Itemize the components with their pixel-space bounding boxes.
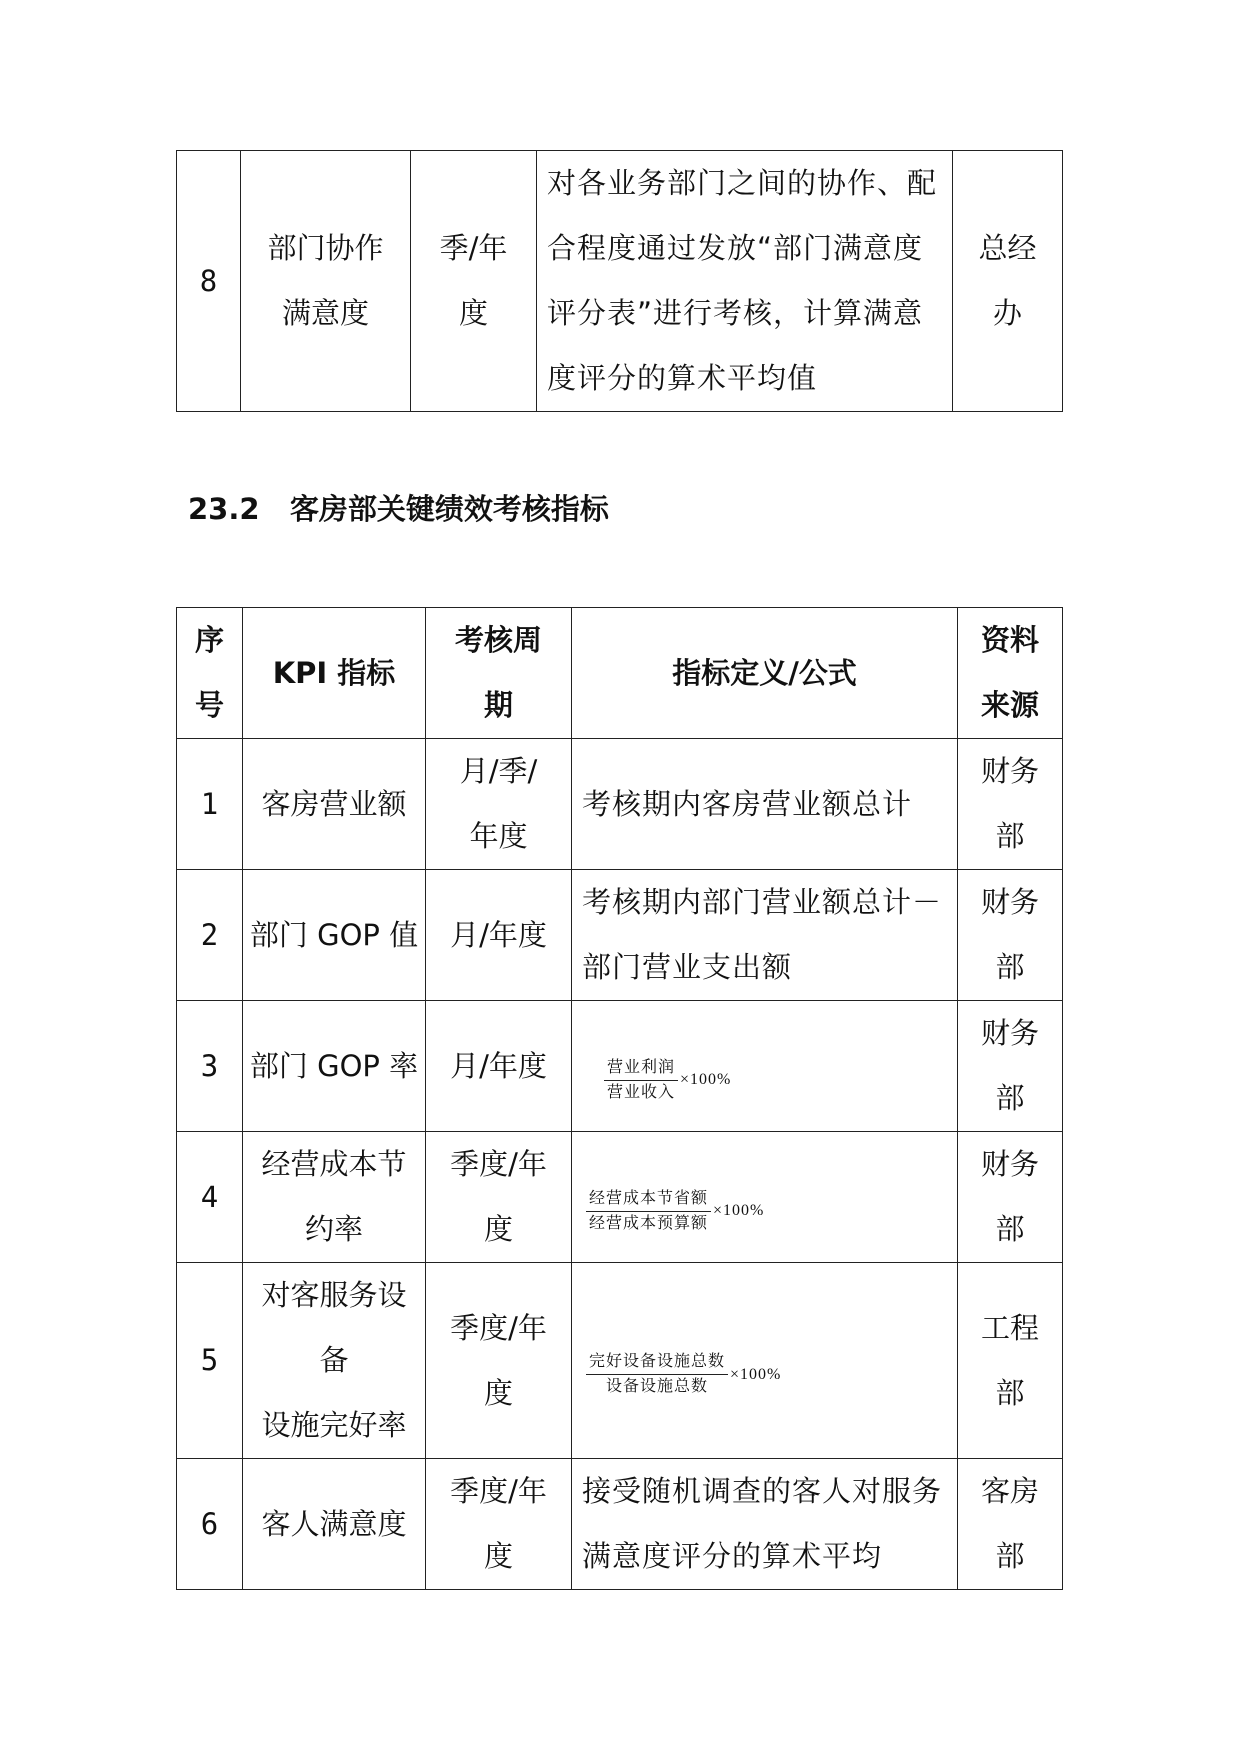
source-line: 财务: [980, 754, 1039, 788]
formula-numerator: 经营成本节省额: [586, 1189, 711, 1212]
header-definition: 指标定义/公式: [572, 608, 958, 739]
cycle-line: 度: [483, 1375, 513, 1410]
source-line: 部: [995, 1375, 1025, 1410]
kpi-name: [243, 1263, 426, 1459]
assessment-cycle: [426, 1263, 572, 1459]
cycle-line: 度: [483, 1539, 513, 1573]
formula: [586, 1352, 781, 1397]
kpi-name: [243, 1132, 426, 1263]
source-line: 财务: [980, 1147, 1039, 1181]
kpi-name-line: 备: [319, 1343, 349, 1377]
assessment-cycle: [426, 739, 572, 870]
kpi-definition: 考核期内客房营业额总计: [572, 739, 958, 870]
row-number: 6: [177, 1459, 243, 1590]
header-text: 号: [194, 688, 224, 722]
table-row: [177, 1263, 1063, 1459]
assessment-cycle: 月/年度: [426, 870, 572, 1001]
cycle-line: 度: [458, 296, 488, 330]
section-heading: [188, 487, 609, 528]
data-source: [953, 151, 1063, 412]
cycle-line: 度: [483, 1212, 513, 1246]
source-line: 部: [995, 819, 1025, 853]
kpi-name-line: 部门协作: [267, 231, 384, 265]
section-title: 客房部关键绩效考核指标: [289, 492, 609, 526]
header-cycle: [426, 608, 572, 739]
source-line: 办: [992, 296, 1022, 330]
kpi-name-line: 满意度: [281, 296, 369, 330]
header-text: 来源: [980, 688, 1039, 722]
table-row: [177, 151, 1063, 412]
kpi-formula-cell: [572, 1263, 958, 1459]
header-text: 期: [483, 688, 513, 722]
formula-multiplier: ×100%: [713, 1202, 765, 1219]
data-source: [958, 1263, 1063, 1459]
kpi-name: [241, 151, 411, 412]
table-header-row: [177, 608, 1063, 739]
table-row: [177, 1001, 1063, 1132]
row-number: 3: [177, 1001, 243, 1132]
source-line: 工程: [980, 1310, 1039, 1345]
table-row: [177, 870, 1063, 1001]
row-number: 4: [177, 1132, 243, 1263]
data-source: [958, 1459, 1063, 1590]
header-text: 序: [194, 623, 224, 657]
formula: [604, 1058, 731, 1103]
row-number: 5: [177, 1263, 243, 1459]
row-number: 1: [177, 739, 243, 870]
cycle-line: 月/季/: [459, 754, 538, 788]
assessment-cycle: 月/年度: [426, 1001, 572, 1132]
kpi-definition: 接受随机调查的客人对服务满意度评分的算术平均: [572, 1459, 958, 1590]
row-number: 2: [177, 870, 243, 1001]
data-source: [958, 739, 1063, 870]
row-number: 8: [177, 151, 241, 412]
header-source: [958, 608, 1063, 739]
source-line: 部: [995, 1081, 1025, 1115]
cycle-line: 年度: [469, 819, 528, 853]
kpi-name-line: 经营成本节: [261, 1147, 407, 1181]
source-line: 部: [995, 1539, 1025, 1573]
header-no: [177, 608, 243, 739]
formula-multiplier: ×100%: [680, 1071, 732, 1088]
source-line: 部: [995, 950, 1025, 984]
kpi-name: 客人满意度: [243, 1459, 426, 1590]
header-text: 资料: [980, 623, 1039, 657]
table-row: [177, 1459, 1063, 1590]
cycle-line: 季/年: [439, 231, 508, 265]
kpi-name: 部门 GOP 值: [243, 870, 426, 1001]
cycle-line: 季度/年: [450, 1310, 547, 1345]
continued-kpi-table: [176, 150, 1063, 412]
formula-numerator: 完好设备设施总数: [586, 1352, 728, 1375]
formula-multiplier: ×100%: [730, 1365, 782, 1383]
kpi-definition: 考核期内部门营业额总计－部门营业支出额: [572, 870, 958, 1001]
formula-denominator: 设备设施总数: [606, 1378, 709, 1395]
assessment-cycle: [411, 151, 537, 412]
source-line: 总经: [978, 231, 1037, 265]
formula: [586, 1189, 764, 1234]
source-line: 财务: [980, 1016, 1039, 1050]
source-line: 财务: [980, 885, 1039, 919]
table-row: [177, 1132, 1063, 1263]
table-row: [177, 739, 1063, 870]
data-source: [958, 1132, 1063, 1263]
section-number: 23.2: [188, 492, 260, 526]
cycle-line: 季度/年: [450, 1147, 547, 1181]
data-source: [958, 870, 1063, 1001]
kpi-name-line: 设施完好率: [261, 1408, 407, 1442]
kpi-name: 部门 GOP 率: [243, 1001, 426, 1132]
formula-numerator: 营业利润: [604, 1058, 678, 1081]
assessment-cycle: [426, 1459, 572, 1590]
header-text: 考核周: [454, 623, 542, 657]
kpi-table: [176, 607, 1063, 1590]
assessment-cycle: [426, 1132, 572, 1263]
header-kpi: KPI 指标: [243, 608, 426, 739]
kpi-name-line: 约率: [304, 1212, 363, 1246]
source-line: 部: [995, 1212, 1025, 1246]
source-line: 客房: [980, 1474, 1039, 1508]
kpi-definition: 对各业务部门之间的协作、配合程度通过发放“部门满意度评分表”进行考核，计算满意度评分的算术平均值: [537, 151, 953, 412]
formula-denominator: 营业收入: [607, 1083, 676, 1101]
kpi-name-line: 对客服务设: [261, 1278, 407, 1312]
kpi-name: 客房营业额: [243, 739, 426, 870]
kpi-formula-cell: [572, 1001, 958, 1132]
kpi-formula-cell: [572, 1132, 958, 1263]
data-source: [958, 1001, 1063, 1132]
formula-denominator: 经营成本预算额: [589, 1214, 709, 1232]
cycle-line: 季度/年: [450, 1474, 547, 1508]
